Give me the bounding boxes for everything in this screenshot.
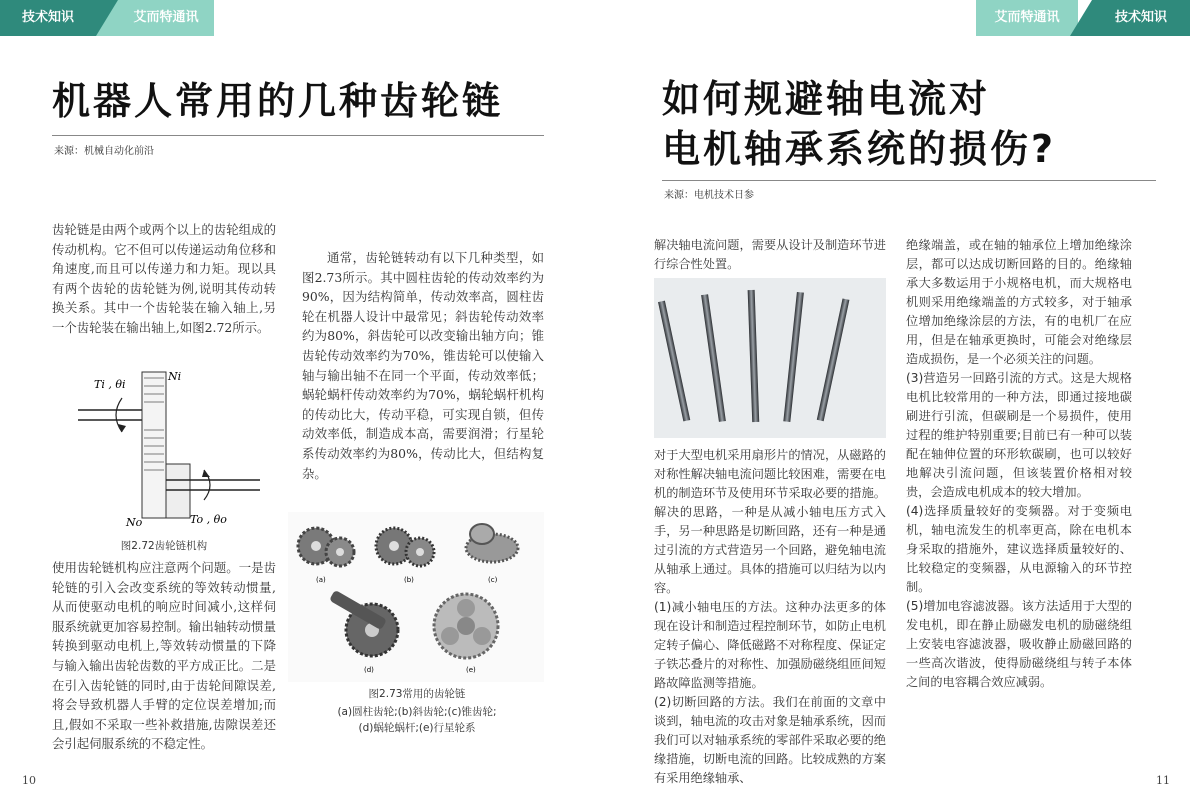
fig-2-73-subcaption-2: (d)蜗轮蜗杆;(e)行星轮系 <box>358 722 476 734</box>
col2-body <box>302 248 544 483</box>
tab-newsletter[interactable]: 艾而特通讯 <box>118 0 214 36</box>
fig-2-73-caption: 图2.73常用的齿轮链 <box>368 688 466 700</box>
bevel-gear-icon <box>466 524 518 562</box>
sublabel-e: (e) <box>466 666 476 674</box>
motor-shafts-photo <box>654 278 886 438</box>
sublabel-d: (d) <box>364 666 374 674</box>
worm-gear-icon <box>329 590 398 656</box>
spur-gear-icon <box>298 528 354 566</box>
body-paragraph-2: 通常，齿轮链转动有以下几种类型，如图2.73所示。其中圆柱齿轮的传动效率约为90%，因为结构简单，传动效率高，圆柱齿轮在机器人设计中最常见；斜齿轮传动效率约为80%，斜齿轮可以改变输出轴方向；锥齿轮传动效率约为70%，锥齿轮可以使输入轴与输出轴不在同一个平面，传动效率低；蜗轮蜗杆传动效率约为70%，蜗轮蜗杆机构的传动比大，传动平稳，可实现自锁，但传动效率低，制造成本高，需要润滑；行星轮系传动效率约为80%，传动比大，但结构复杂。 <box>302 250 544 481</box>
col3-paragraph-1: 对于大型电机采用扇形片的情况，从磁路的对称性解决轴电流问题比较困难，需要在电机的制造环节及使用环节采取必要的措施。解决的思路，一种是从减小轴电压方式入手，另一种思路是切断回路，还有一种是通过引流的方式营造另一个回路，避免轴电流从轴承上通过。具体的措施可以归结为以内容。 <box>654 448 886 595</box>
helical-gear-icon <box>376 528 434 566</box>
col1-body <box>52 558 276 754</box>
page-number-right: 11 <box>1156 774 1170 787</box>
col3-paragraph-3: (2)切断回路的方法。我们在前面的文章中谈到，轴电流的攻击对象是轴承系统，因而我们可以对轴承系统的零部件采取必要的绝缘措施，切断电流的回路。比较成熟的方案有采用绝缘轴承、 <box>654 695 886 785</box>
body-paragraph-1: 使用齿轮链机构应注意两个问题。一是齿轮链的引入会改变系统的等效转动惯量,从而使驱动电机的响应时间减小,这样伺服系统就更加容易控制。输出轴转动惯量转换到驱动电机上,等效转动惯量的下降与输入输出齿轮齿数的平方成正比。二是在引入齿轮链的同时,由于齿轮间隙误差,将会导致机器人手臂的定位误差增加;而且,假如不采取一些补救措施,齿隙误差还会引起伺服系统的不稳定性。 <box>52 560 276 752</box>
sublabel-c: (c) <box>488 576 498 584</box>
col3-body <box>654 446 886 788</box>
col1-intro <box>52 220 276 338</box>
col4-paragraph-4: (4)选择质量较好的变频器。对于变频电机，轴电流发生的机率更高，除在电机本身采取的措施外，建议选择质量较好的、比较稳定的变频器，从电源输入的环节控制。 <box>906 504 1132 594</box>
col4-paragraph-0: 绝缘端盖，或在轴的轴承位上增加绝缘涂层，都可以达成切断回路的目的。绝缘轴承大多数运用于小规格电机，而大规格电机则采用绝缘端盖的方式较多，对于轴承位增加绝缘涂层的方法，有的电机厂在应用，但是在轴承更换时，可能会对绝缘层造成损伤，是一个必须关注的问题。 <box>906 238 1132 366</box>
tab-divider-shape <box>96 0 118 36</box>
gear-types-illustration <box>288 512 544 682</box>
article-title-left: 机器人常用的几种齿轮链 <box>52 79 504 123</box>
planetary-gear-icon <box>434 594 498 658</box>
gear-chain-diagram <box>64 360 264 530</box>
page-number-left: 10 <box>22 774 36 787</box>
sublabel-a: (a) <box>316 576 326 584</box>
teeth-output-label: No <box>126 516 143 529</box>
torque-output-label: To , θo <box>190 513 227 526</box>
gear-chain-figure <box>64 360 264 530</box>
article-title-right-line1: 如何规避轴电流对 <box>662 77 991 121</box>
col4-paragraph-5: (5)增加电容滤波器。该方法适用于大型的发电机，即在静止励磁发电机的励磁绕组上安装电容滤波器，吸收静止励磁回路的一些高次谐波，使得励磁绕组与转子本体之间的电容耦合效应减弱。 <box>906 599 1132 689</box>
torque-input-label: Ti , θi <box>94 378 126 391</box>
intro-paragraph: 齿轮链是由两个或两个以上的齿轮组成的传动机构。它不但可以传递运动角位移和角速度,而且可以传递力和力矩。现以具有两个齿轮的齿轮链为例,说明其传动转换关系。其中一个齿轮装在输入轴上,另一个齿轮装在输出轴上,如图2.72所示。 <box>52 222 276 335</box>
teeth-input-label: Ni <box>168 370 182 383</box>
col3-paragraph-2: (1)减小轴电压的方法。这种办法更多的体现在设计和制造过程控制环节，如防止电机定转子偏心、降低磁路不对称程度、保证定子铁芯叠片的对称性、加强励磁绕组匝间短路故障监测等措施。 <box>654 600 886 690</box>
col3-top-paragraph: 解决轴电流问题，需要从设计及制造环节进行综合性处置。 <box>654 238 886 271</box>
gear-types-figure <box>288 512 544 682</box>
col4-body <box>906 236 1132 692</box>
title-rule-left <box>52 135 544 136</box>
article-title-right-line2: 电机轴承系统的损伤? <box>662 127 1057 171</box>
motor-shafts-image <box>654 278 886 438</box>
tab-divider-shape-right <box>1070 0 1092 36</box>
col4-paragraph-3: (3)营造另一回路引流的方式。这是大规格电机比较常用的一种方法，即通过接地碳刷进行引流，但碳刷是一个易损件，使用过程的维护特别重要;目前已有一种可以装配在轴伸位置的环形软碳刷，也可以较好地解决引流问题，但该装置价格相对较贵，会造成电机成本的较大增加。 <box>906 371 1132 499</box>
col3-top <box>654 236 886 274</box>
source-left: 来源：机械自动化前沿 <box>54 146 154 157</box>
fig-2-72-caption: 图2.72齿轮链机构 <box>120 540 208 552</box>
source-right: 来源：电机技术日参 <box>664 190 754 201</box>
sublabel-b: (b) <box>404 576 414 584</box>
tab-tech-knowledge[interactable]: 技术知识 <box>0 0 96 36</box>
title-rule-right <box>662 180 1156 181</box>
tab-newsletter-right[interactable]: 艾而特通讯 <box>976 0 1078 36</box>
tab-tech-knowledge-right[interactable]: 技术知识 <box>1092 0 1190 36</box>
fig-2-73-subcaption-1: (a)圆柱齿轮;(b)斜齿轮;(c)锥齿轮; <box>337 706 497 718</box>
